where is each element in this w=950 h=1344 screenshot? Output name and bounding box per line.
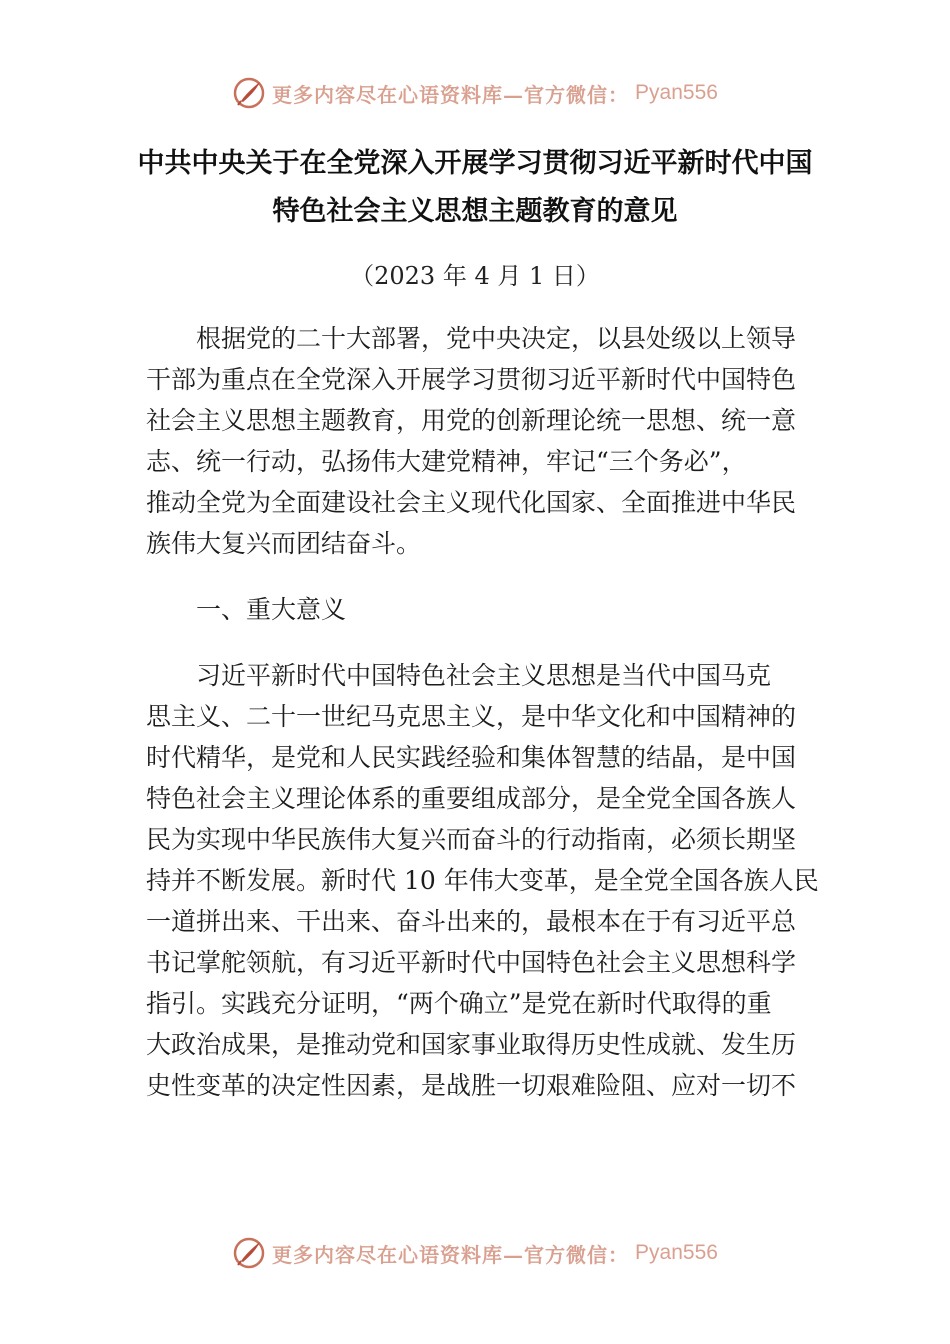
title-line: 特色社会主义思想主题教育的意见: [272, 196, 678, 227]
quill-pen-logo-icon: [232, 76, 266, 110]
text-line: 根据党的二十大部署，党中央决定，以县处级以上领导: [196, 324, 797, 353]
text-line: 思主义、二十一世纪马克思主义，是中华文化和中国精神的: [146, 702, 797, 731]
watermark-text: 更多内容尽在心语资料库—官方微信：: [272, 82, 630, 107]
watermark-text: 更多内容尽在心语资料库—官方微信：: [272, 1242, 630, 1267]
document-date: （2023 年 4 月 1 日）: [350, 262, 600, 290]
text-line: 民为实现中华民族伟大复兴而奋斗的行动指南，必须长期坚: [146, 825, 797, 854]
text-line: 特色社会主义理论体系的重要组成部分，是全党全国各族人: [146, 784, 797, 813]
text-line: 持并不断发展。新时代 10 年伟大变革，是全党全国各族人民: [146, 866, 819, 895]
text-line: 推动全党为全面建设社会主义现代化国家、全面推进中华民: [146, 488, 797, 517]
text-line: 指引。实践充分证明，“两个确立”是党在新时代取得的重: [146, 989, 772, 1018]
header-watermark: [0, 73, 950, 113]
watermark-wechat-id: Pyan556: [635, 81, 718, 104]
footer-watermark: [0, 1233, 950, 1273]
section-paragraph: [146, 655, 819, 1106]
text-line: 志、统一行动，弘扬伟大建党精神，牢记“三个务必”，: [146, 447, 747, 476]
text-line: 书记掌舵领航，有习近平新时代中国特色社会主义思想科学: [146, 948, 797, 977]
text-line: 干部为重点在全党深入开展学习贯彻习近平新时代中国特色: [146, 365, 797, 394]
text-line: 习近平新时代中国特色社会主义思想是当代中国马克: [196, 661, 772, 690]
text-line: 社会主义思想主题教育，用党的创新理论统一思想、统一意: [146, 406, 797, 435]
title-line: 中共中央关于在全党深入开展学习贯彻习近平新时代中国: [137, 148, 813, 179]
text-line: 时代精华，是党和人民实践经验和集体智慧的结晶，是中国: [146, 743, 797, 772]
intro-paragraph: [146, 318, 808, 564]
text-line: 族伟大复兴而团结奋斗。: [146, 529, 422, 558]
text-line: 大政治成果，是推动党和国家事业取得历史性成就、发生历: [146, 1030, 797, 1059]
quill-pen-logo-icon: [232, 1236, 266, 1270]
text-line: 史性变革的决定性因素，是战胜一切艰难险阻、应对一切不: [146, 1071, 797, 1100]
document-title: [0, 140, 950, 236]
document-body: [146, 318, 819, 1106]
section-heading: 一、重大意义: [196, 595, 347, 624]
watermark-wechat-id: Pyan556: [635, 1241, 718, 1264]
text-line: 一道拼出来、干出来、奋斗出来的，最根本在于有习近平总: [146, 907, 797, 936]
